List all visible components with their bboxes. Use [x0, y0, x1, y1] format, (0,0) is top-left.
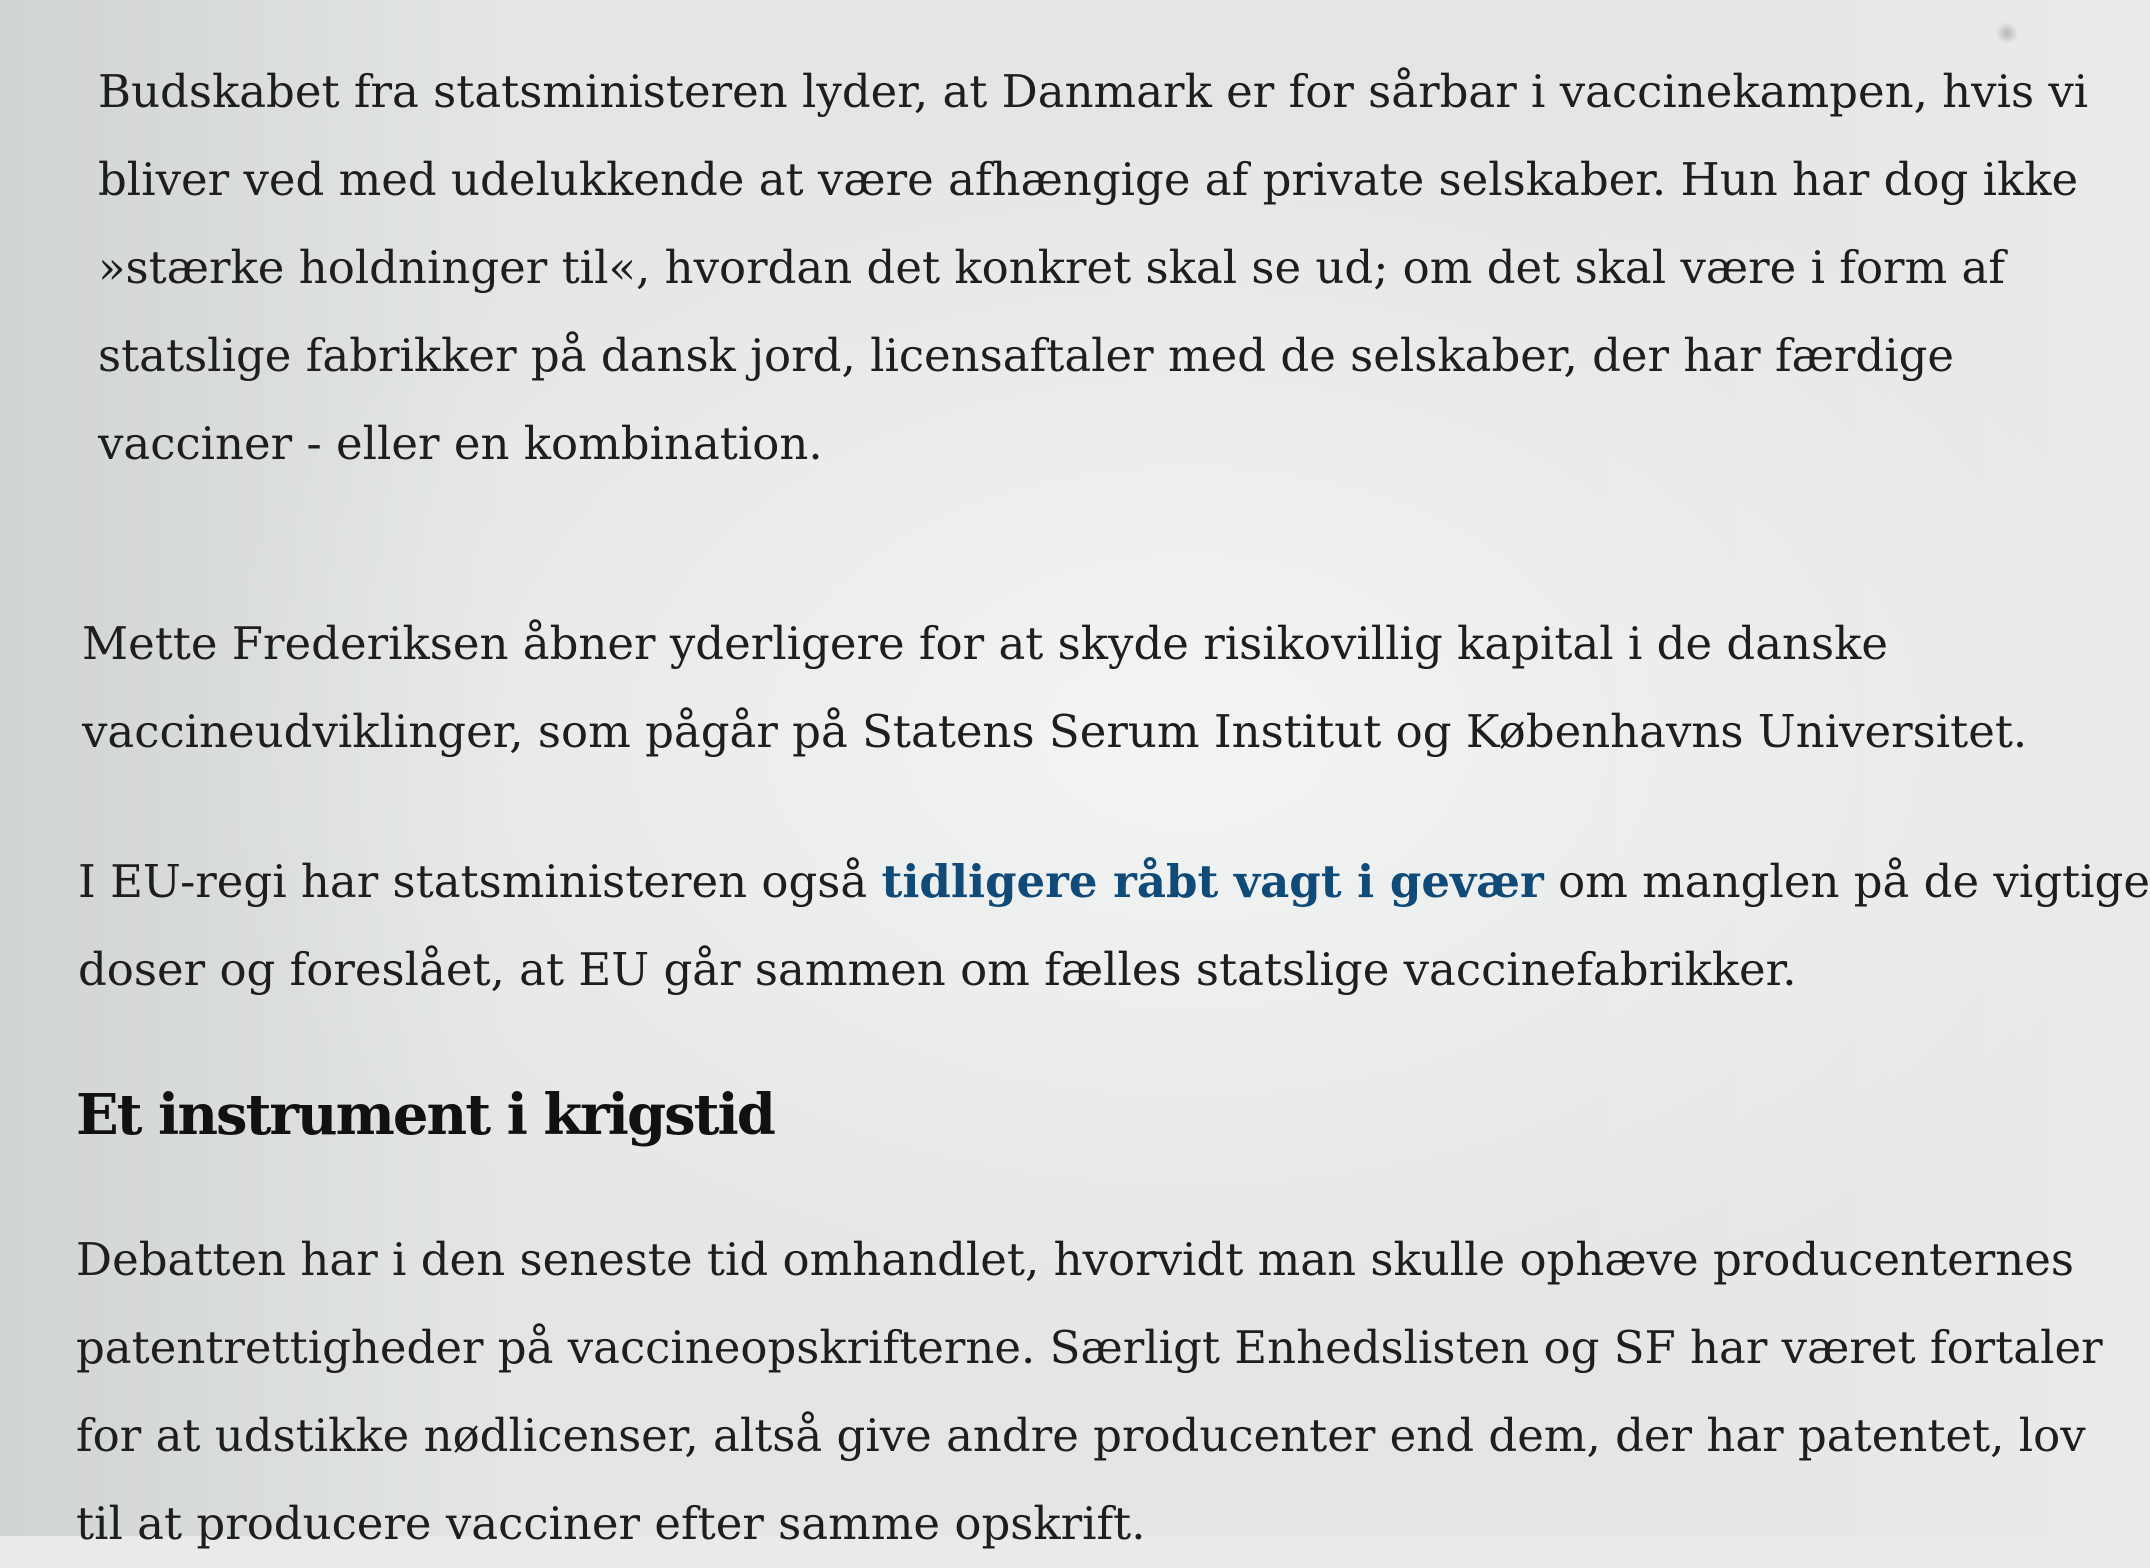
paragraph-line: patentrettigheder på vaccineopskrifterne. Særligt Enhedslisten og SF har været fortaler	[76, 1321, 2103, 1374]
paragraph-line: vaccineudviklinger, som pågår på Statens Serum Institut og Københavns Universitet.	[82, 705, 2028, 758]
screen-glare	[1996, 22, 2018, 44]
paragraph-line: doser og foreslået, at EU går sammen om fælles statslige vaccinefabrikker.	[78, 943, 1797, 996]
paragraph-text: I EU-regi har statsministeren også	[78, 855, 882, 908]
paragraph-line: bliver ved med udelukkende at være afhængige af private selskaber. Hun har dog ikke	[98, 153, 2079, 206]
section-heading: Et instrument i krigstid	[76, 1082, 774, 1148]
article-paragraph	[78, 838, 2150, 1014]
paragraph-line: vacciner - eller en kombination.	[98, 417, 823, 470]
paragraph-line: Budskabet fra statsministeren lyder, at Danmark er for sårbar i vaccinekampen, hvis vi	[98, 65, 2089, 118]
paragraph-line: til at producere vacciner efter samme opskrift.	[76, 1497, 1146, 1550]
paragraph-line: statslige fabrikker på dansk jord, licensaftaler med de selskaber, der har færdige	[98, 329, 1955, 382]
paragraph-line: Debatten har i den seneste tid omhandlet, hvorvidt man skulle ophæve producenternes	[76, 1233, 2074, 1286]
paragraph-line: for at udstikke nødlicenser, altså give andre producenter end dem, der har patentet, lov	[76, 1409, 2086, 1462]
article-paragraph	[98, 48, 2088, 488]
paragraph-text: om manglen på de vigtige	[1543, 855, 2150, 908]
article-paragraph	[82, 600, 2027, 776]
inline-article-link[interactable]: tidligere råbt vagt i gevær	[881, 855, 1544, 908]
article-paragraph	[76, 1216, 2103, 1568]
paragraph-line: Mette Frederiksen åbner yderligere for at skyde risikovillig kapital i de danske	[82, 617, 1888, 670]
paragraph-line	[78, 838, 2150, 926]
paragraph-line: »stærke holdninger til«, hvordan det konkret skal se ud; om det skal være i form af	[98, 241, 2006, 294]
